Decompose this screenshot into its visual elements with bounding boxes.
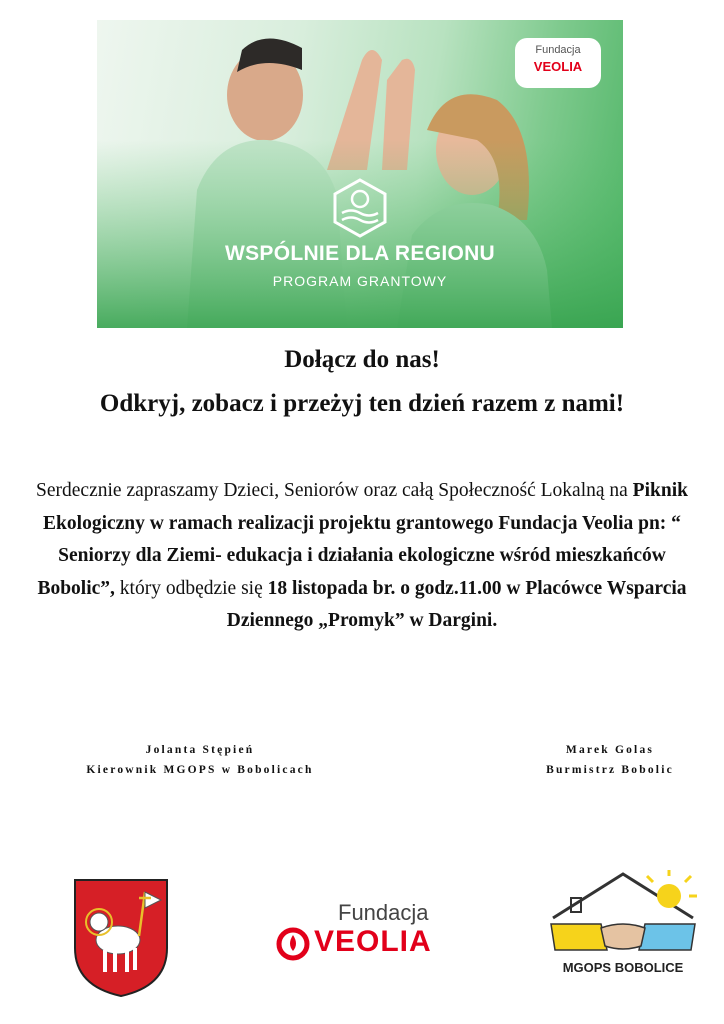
- signature-left: [40, 740, 360, 780]
- invitation-event-bold: Piknik Ekologiczny w ramach realizacji projektu grantowego Fundacja Veolia pn: “ Seniorzy dla Ziemi- edukacja i działania ekologiczne wśród mieszkańców Bobolic”,: [37, 480, 688, 599]
- signature-left-role: Kierownik MGOPS w Bobolicach: [86, 764, 314, 776]
- hero-banner: [97, 20, 623, 328]
- signature-left-name: Jolanta Stępień: [145, 744, 255, 756]
- house-handshake-icon: [545, 868, 701, 960]
- badge-big-text: VEOLIA: [533, 59, 583, 74]
- banner-title: WSPÓLNIE DLA REGIONU: [224, 242, 496, 265]
- badge-small-text: Fundacja: [535, 44, 581, 56]
- invitation-date-place-bold: 18 listopada br. o godz.11.00 w Placówce Wsparcia Dziennego „Promyk” w Dargini.: [226, 577, 687, 631]
- heading-line-1: Dołącz do nas!: [284, 346, 440, 373]
- invitation-text: [20, 475, 704, 638]
- invitation-part-1: Serdecznie zapraszamy Dzieci, Seniorów oraz całą Społeczność Lokalną na: [36, 480, 633, 501]
- fundacja-veolia-logo: [276, 900, 452, 962]
- invitation-part-2: który odbędzie się: [114, 577, 268, 599]
- signature-right: [500, 740, 720, 780]
- banner-subtitle: PROGRAM GRANTOWY: [272, 273, 448, 289]
- veolia-logo-big: VEOLIA: [314, 925, 432, 958]
- coat-of-arms-lamb-icon: [73, 878, 169, 998]
- heading-line-2: Odkryj, zobacz i przeżyj ten dzień razem z nami!: [99, 390, 625, 417]
- veolia-logo-small: Fundacja: [338, 900, 429, 925]
- fundacja-veolia-badge: [515, 38, 601, 88]
- mgops-bobolice-logo: [545, 868, 701, 983]
- veolia-drop-icon: [276, 927, 310, 961]
- signature-right-name: Marek Golas: [565, 744, 655, 756]
- mgops-label: MGOPS BOBOLICE: [562, 960, 684, 975]
- signature-right-role: Burmistrz Bobolic: [546, 764, 674, 776]
